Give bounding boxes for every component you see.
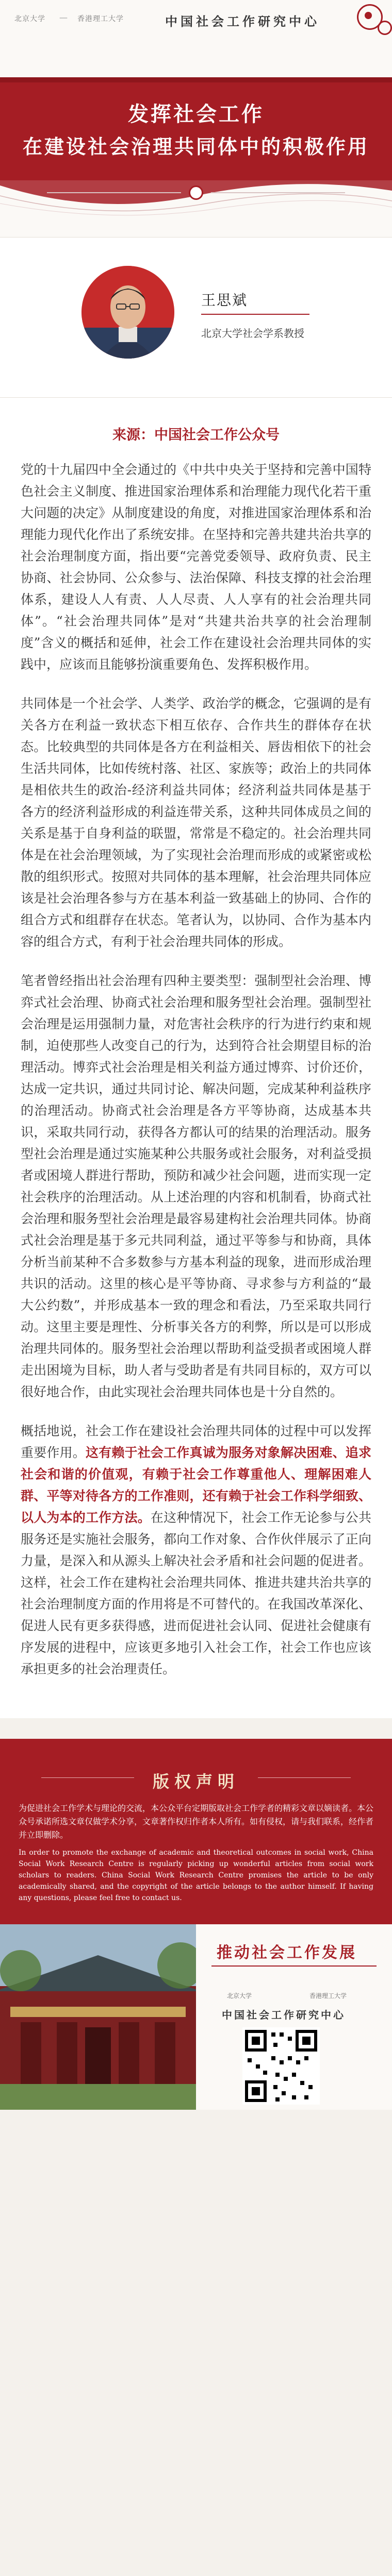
seal-ring-icon: [378, 21, 392, 35]
author-card: [0, 237, 392, 398]
university-right: 香港理工大学: [77, 15, 124, 23]
paragraph-1: 党的十九届四中全会通过的《中共中央关于坚持和完善中国特色社会主义制度、推进国家治理体系和治理能力现代化若干重大问题的决定》从制度建设的角度，对推进国家治理体系和治理能力现代化作出了系统安排。在坚持和完善共建共治共享的社会治理制度方面，指出要“完善党委领导、政府负责、民主协商、社会协同、公众参与、法治保障、科技支撑的社会治理体系，建设人人有责、人人尽责、人人享有的社会治理共同体”。“社会治理共同体”是对“共建共治共享的社会治理制度”含义的概括和延伸，社会工作在建设社会治理共同体的实践中，应该而且能够扮演重要角色、发挥积极作用。: [21, 462, 371, 672]
building-photo: [0, 1924, 196, 2110]
copyright-line-right: [258, 1777, 351, 1778]
article-body: [0, 398, 392, 1718]
divider-ring-icon: [189, 185, 203, 200]
divider-line-right: [211, 192, 345, 193]
author-avatar: [81, 266, 174, 359]
article-title-line2: 在建设社会治理共同体中的积极作用: [22, 135, 369, 158]
author-underline: [201, 314, 309, 315]
title-band: [0, 77, 392, 180]
footer-center-name: 中国社会工作研究中心: [222, 2009, 346, 2021]
qr-code[interactable]: [242, 2027, 320, 2105]
footer-university-right: 香港理工大学: [309, 1992, 347, 1999]
paragraph-3: 笔者曾经指出社会治理有四种主要类型：强制型社会治理、博弈式社会治理、协商式社会治理和服务型社会治理。强制型社会治理是运用强制力量，对危害社会秩序的行为进行约束和规制，迫使那些人改变自己的行为，达到符合社会期望目标的治理活动。博弈式社会治理是相关利益方通过博弈、讨价还价，达成一定共识，通过共同讨论、解决问题，完成某种利益秩序的治理活动。协商式社会治理是各方平等协商，达成基本共识，采取共同行动，获得各方都认可的结果的治理活动。服务型社会治理是通过实施某种公共服务或社会服务，对利益受损者或困境人群进行帮助，预防和减少社会问题，进而实现一定社会秩序的治理活动。从上述治理的内容和机制看，协商式社会治理和服务型社会治理是最容易建构社会治理共同体。协商式社会治理是基于多元共同利益，通过平等参与和协商，具体分析当前某种不合多数参与方基本利益的现象，进而形成治理共识的活动。这里的核心是平等协商、寻求参与方利益的“最大公约数”，并形成基本一致的理念和看法，乃至采取共同行动。这里主要是理性、分析事关各方的利弊，所以是可以形成治理共同体的。服务型社会治理以帮助利益受损者或困境人群走出困境为目标，助人者与受助者是有共同目标的，双方可以很好地合作，由此实现社会治理共同体也是十分自然的。: [21, 973, 371, 1399]
copyright-text-en: In order to promote the exchange of academic and theoretical outcomes in social work, China Social Work Research Centre is regularly picking up wonderful articles from social work scholars to readers. China Social Work Research Centre promises the article to be only academically shared, and the copyright of the article belongs to the author himself. If having any questions, please feel free to contact us.: [19, 1849, 373, 1902]
paragraph-4-intro: 概括地说，社会工作在建设社会治理共同体的过程中可以发挥重要作用。: [21, 1423, 371, 1460]
divider: [0, 185, 392, 200]
article-title-line1: 发挥社会工作: [128, 102, 264, 126]
paragraph-4-highlight: 这有赖于社会工作真诚为服务对象解决困难、追求社会和谐的价值观，有赖于社会工作尊重他人、理解困难人群、平等对待各方的工作准则，还有赖于社会工作科学细致、以人为本的工作方法。: [21, 1445, 371, 1525]
footer: [0, 1924, 392, 2110]
paragraph-4: [21, 1420, 371, 1680]
separator: —: [59, 12, 68, 22]
building-photo-icon: [0, 1924, 196, 2110]
footer-slogan: 推动社会工作发展: [217, 1944, 357, 1962]
copyright-title: 版权声明: [152, 1772, 239, 1791]
footer-university-left: 北京大学: [227, 1992, 252, 1999]
paragraph-4-rest: 在这种情况下，社会工作无论参与公共服务还是实施社会服务，都向工作对象、合作伙伴展示了正向力量，是深入和从源头上解决社会矛盾和社会问题的促进者。这样，社会工作在建构社会治理共同体、推进共建共治共享的社会治理制度方面的作用将是不可替代的。在我国改革深化、促进人民有更多获得感，进而促进社会认同、促进社会健康有序发展的进程中，应该更多地引入社会工作，社会工作也应该承担更多的社会治理责任。: [21, 1510, 371, 1676]
top-strip: [0, 0, 392, 41]
university-left: 北京大学: [14, 15, 45, 23]
paragraph-2: 共同体是一个社会学、人类学、政治学的概念，它强调的是有关各方在利益一致状态下相互依存、合作共生的群体存在状态。比较典型的共同体是各方在利益相关、唇齿相依下的社会生活共同体，比如传统村落、社区、家族等；政治上的共同体是相依共生的政治-经济利益共同体；经济利益共同体是基于各方的经济利益形成的利益连带关系，这种共同体成员之间的关系是基于自身利益的联盟，常常是不稳定的。社会治理共同体是在社会治理领域，为了实现社会治理而形成的或紧密或松散的组织形式。按照对共同体的基本理解，社会治理共同体应该是社会治理各参与方在基本利益一致基础上的协同、合作的组合方式和组群存在状态。笔者认为，以协同、合作为基本内容的组合方式，有利于社会治理共同体的形成。: [21, 696, 371, 949]
center-name: 中国社会工作研究中心: [165, 14, 320, 29]
article-source: 来源：中国社会工作公众号: [112, 427, 280, 443]
author-portrait-icon: [81, 266, 174, 359]
author-title: 北京大学社会学系教授: [201, 327, 304, 340]
qr-code-icon: [242, 2027, 320, 2105]
copyright-section: [0, 1739, 392, 1924]
header: [0, 0, 392, 237]
footer-slogan-line: [211, 1965, 377, 1967]
copyright-text-cn: 为促进社会工作学术与理论的交流，本公众平台定期版取社会工作学者的精彩文章以嫡读者。本公众号承诺所选文章仅做学术分享，文章著作权归作者本人所有。如有侵权，请与我们联系，经作者并立即删除。: [19, 1803, 374, 1840]
author-name: 王思斌: [201, 292, 248, 309]
divider-line-left: [47, 192, 181, 193]
